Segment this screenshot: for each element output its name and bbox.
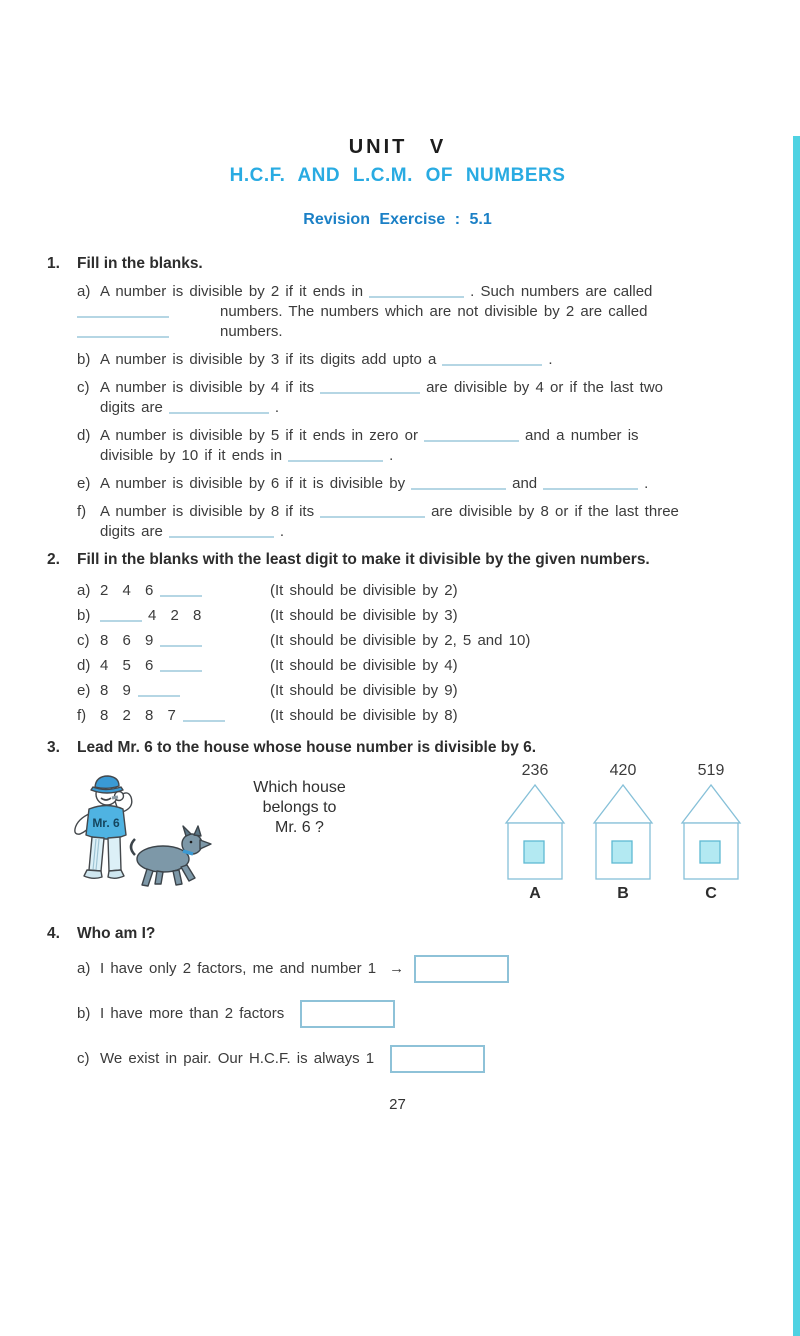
question-number: 2. (47, 551, 60, 568)
digits-with-blank (100, 678, 270, 703)
answer-box (414, 955, 509, 983)
q1-item (77, 474, 748, 494)
question-3 (47, 738, 748, 914)
text-run: A number is divisible by 8 if its (100, 503, 315, 520)
text-run: divisible by 10 if it ends in (100, 447, 283, 464)
question-2-heading (47, 550, 748, 570)
house-window (612, 841, 632, 863)
house-icon (502, 781, 568, 883)
digits-with-blank (100, 703, 270, 728)
house-icon (590, 781, 656, 883)
text-run: and a number is (524, 427, 639, 444)
blank-line (288, 449, 383, 462)
question-2 (47, 550, 748, 728)
divisibility-note: (It should be divisible by 3) (270, 607, 458, 624)
house-label: A (529, 885, 541, 902)
text-run: numbers. (220, 323, 283, 340)
text-run: 8 9 (100, 682, 132, 699)
chapter-title: H.C.F. AND L.C.M. OF NUMBERS (229, 165, 566, 186)
question-1 (47, 254, 748, 542)
blank-line (543, 477, 638, 490)
blank-line (169, 525, 274, 538)
answer-box (300, 1000, 395, 1028)
house-icon (678, 781, 744, 883)
q1-line (77, 350, 748, 370)
q1-line (77, 378, 748, 398)
q4-text: I have more than 2 factors (100, 1005, 285, 1022)
q4-item (77, 954, 748, 984)
question-number: 1. (47, 255, 60, 272)
text-run: A number is divisible by 6 if it is divisible by (100, 475, 406, 492)
question-title: Lead Mr. 6 to the house whose house number is divisible by 6. (77, 739, 537, 756)
q1-line (77, 282, 748, 302)
q1-item (77, 350, 748, 370)
question-4-heading (47, 924, 748, 944)
exercise-title: Revision Exercise : 5.1 (303, 211, 492, 228)
q1-line (77, 502, 748, 522)
divisibility-note: (It should be divisible by 8) (270, 707, 458, 724)
item-label: f) (77, 503, 87, 520)
text-run: are divisible by 8 or if the last three (431, 503, 679, 520)
digits-with-blank (100, 628, 270, 653)
question-2-rows (47, 578, 748, 728)
line-content (100, 446, 748, 466)
line-content (77, 302, 748, 322)
text-run: . (389, 447, 394, 464)
house-c (678, 762, 744, 914)
q2-row (77, 628, 748, 653)
q2-row (77, 653, 748, 678)
dog-figure (131, 826, 211, 886)
text-run: A number is divisible by 3 if its digits add upto a (100, 351, 437, 368)
text-run: are divisible by 4 or if the last two (426, 379, 664, 396)
house-number: 420 (609, 762, 637, 779)
blank-line (411, 477, 506, 490)
blank-line (160, 659, 202, 672)
question-1-items (47, 282, 748, 542)
line-content (100, 350, 748, 370)
item-label: c) (77, 1050, 90, 1067)
blank-line (320, 505, 425, 518)
text-run: . (274, 399, 280, 416)
question-title: Fill in the blanks with the least digit to make it divisible by the given numbers. (77, 551, 650, 568)
text-run: 2 4 6 (100, 582, 155, 599)
prompt-line: belongs to (262, 799, 337, 816)
q1-line (77, 302, 748, 322)
question-number: 4. (47, 925, 60, 942)
house-a (502, 762, 568, 914)
question-1-heading (47, 254, 748, 274)
blank-line (369, 285, 464, 298)
question-3-content (47, 762, 748, 914)
item-label: c) (77, 379, 90, 396)
character-shirt-label: Mr. 6 (92, 816, 120, 830)
blank-line (160, 634, 202, 647)
q1-line (77, 522, 748, 542)
page-number: 27 (389, 1096, 406, 1113)
q4-text: I have only 2 factors, me and number 1 (100, 960, 377, 977)
divisibility-note: (It should be divisible by 4) (270, 657, 458, 674)
item-label: a) (77, 283, 91, 300)
houses-row (502, 762, 744, 914)
question-4-items (47, 954, 748, 1074)
house-window (524, 841, 544, 863)
house-window (700, 841, 720, 863)
digits-with-blank (100, 603, 270, 628)
line-content (100, 398, 748, 418)
blank-line (183, 709, 225, 722)
page-content (0, 136, 800, 1113)
page-header (47, 136, 748, 230)
text-run: digits are (100, 523, 163, 540)
q1-item (77, 378, 748, 418)
text-run: . (279, 523, 285, 540)
house-number: 519 (697, 762, 725, 779)
text-run: A number is divisible by 2 if it ends in (100, 283, 364, 300)
blank-line (169, 401, 269, 414)
arrow-icon: → (389, 960, 405, 977)
text-run: A number is divisible by 4 if its (100, 379, 315, 396)
question-title: Fill in the blanks. (77, 255, 203, 272)
indent-spacer (77, 522, 100, 542)
text-run: . Such numbers are called (470, 283, 653, 300)
item-label: d) (77, 657, 91, 674)
text-run: numbers. The numbers which are not divisible by 2 are called (220, 303, 648, 320)
question-3-prompt (222, 778, 377, 914)
divisibility-note: (It should be divisible by 9) (270, 682, 458, 699)
item-label: b) (77, 607, 91, 624)
text-run: A number is divisible by 5 if it ends in zero or (100, 427, 418, 444)
line-content (100, 474, 748, 494)
q2-row (77, 703, 748, 728)
item-label: c) (77, 632, 90, 649)
q1-line (77, 426, 748, 446)
house-label: B (617, 885, 629, 902)
prompt-line: Mr. 6 ? (275, 819, 324, 836)
blank-line (138, 684, 180, 697)
mr-6-and-dog-illustration (55, 762, 223, 910)
house-label: C (705, 885, 717, 902)
prompt-line: Which house (253, 779, 346, 796)
text-run: digits are (100, 399, 163, 416)
q1-item (77, 426, 748, 466)
text-run: . (548, 351, 553, 368)
blank-line (442, 353, 542, 366)
text-run: and (512, 475, 538, 492)
q2-row (77, 678, 748, 703)
divisibility-note: (It should be divisible by 2) (270, 582, 458, 599)
line-content (100, 282, 748, 302)
workbook-page (0, 136, 800, 1336)
house-number: 236 (521, 762, 549, 779)
question-3-heading (47, 738, 748, 758)
blank-line (77, 325, 169, 338)
house-b (590, 762, 656, 914)
question-number: 3. (47, 739, 60, 756)
question-title: Who am I? (77, 925, 156, 942)
item-label: a) (77, 960, 91, 977)
q1-line (77, 398, 748, 418)
text-run: . (644, 475, 649, 492)
item-label: e) (77, 475, 91, 492)
unit-title: UNIT V (348, 136, 447, 158)
text-run: 4 5 6 (100, 657, 155, 674)
q1-line (77, 322, 748, 342)
q1-line (77, 446, 748, 466)
text-run: 8 6 9 (100, 632, 155, 649)
mr-6-cartoon (47, 762, 222, 914)
digits-with-blank (100, 653, 270, 678)
q2-row (77, 578, 748, 603)
blank-line (100, 609, 142, 622)
item-label: d) (77, 427, 91, 444)
line-content (77, 322, 748, 342)
q1-item (77, 282, 748, 342)
line-content (100, 426, 748, 446)
item-label: f) (77, 707, 87, 724)
text-run: 8 2 8 7 (100, 707, 177, 724)
line-content (100, 502, 748, 522)
q4-text: We exist in pair. Our H.C.F. is always 1 (100, 1050, 375, 1067)
answer-box (390, 1045, 485, 1073)
blank-line (77, 305, 169, 318)
item-label: e) (77, 682, 91, 699)
indent-spacer (77, 446, 100, 466)
q1-line (77, 474, 748, 494)
indent-spacer (77, 398, 100, 418)
line-content (100, 378, 748, 398)
digits-with-blank (100, 578, 270, 603)
q2-row (77, 603, 748, 628)
item-label: b) (77, 351, 91, 368)
divisibility-note: (It should be divisible by 2, 5 and 10) (270, 632, 531, 649)
q4-item (77, 1044, 748, 1074)
item-label: b) (77, 1005, 91, 1022)
q1-item (77, 502, 748, 542)
page-edge-color-bar (793, 136, 800, 1336)
text-run: 4 2 8 (148, 607, 203, 624)
blank-line (424, 429, 519, 442)
blank-line (320, 381, 420, 394)
line-content (100, 522, 748, 542)
question-4 (47, 924, 748, 1074)
item-label: a) (77, 582, 91, 599)
blank-line (160, 584, 202, 597)
q4-item (77, 999, 748, 1029)
